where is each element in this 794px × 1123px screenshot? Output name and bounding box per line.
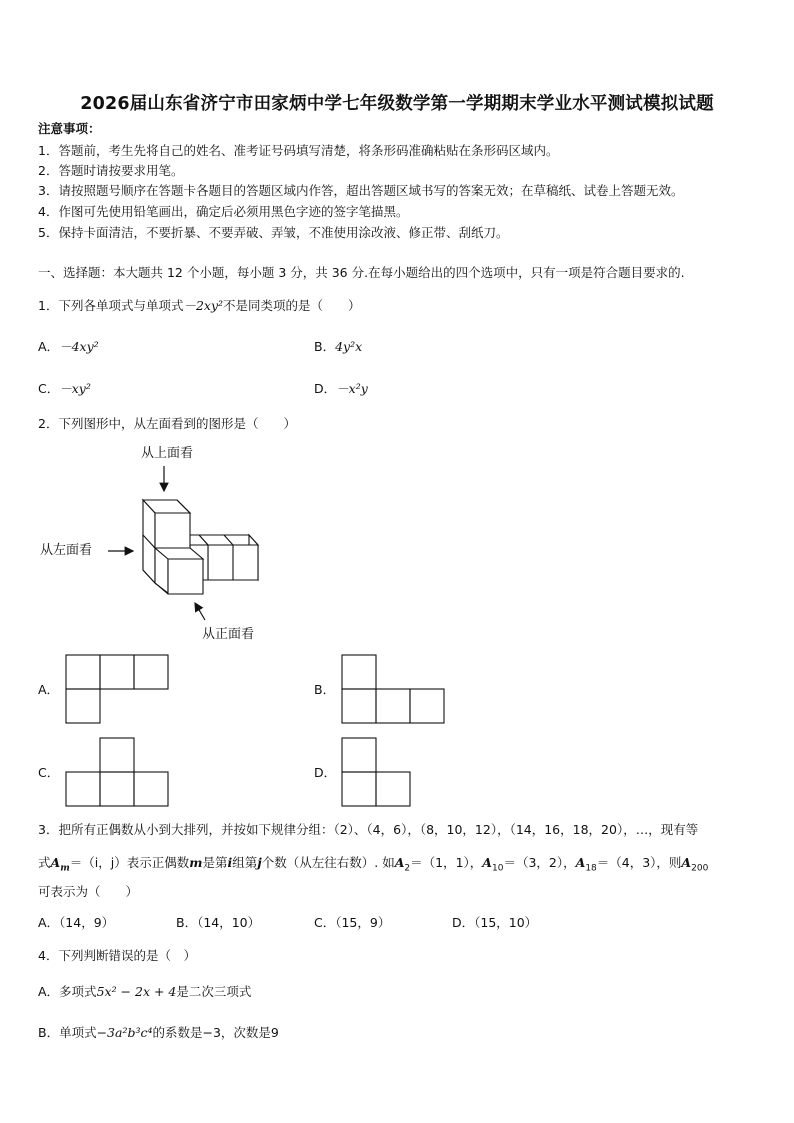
q3-var: A [394,855,405,870]
q3-option-a[interactable]: A．（14，9） [38,915,115,930]
question-3-line-3: 可表示为（ ） [38,884,139,899]
cube-stack [143,500,258,594]
left-view-label: 从左面看 [40,543,93,558]
option-text: 的系数是−3，次数是9 [152,1025,279,1040]
q3-text: ＝（3，2）， [503,855,576,870]
option-expression: －x²y [336,381,368,396]
option-a-figure [66,655,168,723]
q3-sub: m [60,863,70,874]
option-text: 是二次三项式 [176,984,252,999]
option-label: D． [314,381,337,396]
question-4-stem: 4．下列判断错误的是（ ） [38,948,196,963]
q3-sub: 2 [404,863,411,874]
notice-item: 5．保持卡面清洁，不要折暴、不要弄破、弄皱，不准使用涂改液、修正带、刮纸刀。 [38,225,509,240]
page-title: 2026届山东省济宁市田家炳中学七年级数学第一学期期末学业水平测试模拟试题 [80,94,714,114]
q3-text: 个数（从左往右数）. 如 [261,855,395,870]
q3-text: 是第 [202,855,228,870]
notice-item: 4．作图可先使用铅笔画出，确定后必须用黑色字迹的签字笔描黑。 [38,204,409,219]
notice-item: 1．答题前，考生先将自己的姓名、准考证号码填写清楚，将条形码准确粘贴在条形码区域内。 [38,143,559,158]
question-3-line-1: 3．把所有正偶数从小到大排列，并按如下规律分组：（2）、（4，6），（8，10，12），（14，16，18，20），…，现有等 [38,822,699,837]
q3-option-d[interactable]: D．（15，10） [452,915,538,930]
notice-heading: 注意事项： [38,121,101,136]
top-view-label: 从上面看 [141,446,194,461]
q4-option-a[interactable] [38,984,251,1000]
option-label: A．多项式 [38,984,97,999]
q2-option-b[interactable]: B． [314,682,336,697]
q3-var: A [575,855,586,870]
section-heading: 一、选择题：本大题共 12 个小题，每小题 3 分，共 36 分.在每小题给出的四个选项中，只有一项是符合题目要求的. [38,265,685,280]
q3-option-b[interactable]: B．（14，10） [176,915,261,930]
q3-text: ＝（1，1）， [410,855,483,870]
q3-sub: 18 [585,863,597,874]
option-label: B．单项式 [38,1025,97,1040]
option-label: B． [314,339,336,354]
q3-text: 式 [38,855,51,870]
option-expression: －4xy² [59,339,99,354]
option-expression: －xy² [59,381,91,396]
q3-var: A [681,855,692,870]
option-expression: 5x² − 2x + 4 [96,984,177,999]
option-d-figure [342,738,410,806]
front-view-label: 从正面看 [202,627,255,642]
option-expression: −3a²b³c⁴ [96,1025,153,1040]
option-b-figure [342,655,444,723]
q3-var: A [50,855,61,870]
q4-option-b[interactable] [38,1025,279,1041]
q3-var: A [482,855,492,870]
q3-text: ＝（i，j）表示正偶数 [69,855,190,870]
q3-sub: 200 [691,863,709,874]
option-c-figure [66,738,168,806]
q1-expression: －2xy² [183,298,224,313]
q3-text: 组第 [232,855,258,870]
q1-stem-text: 1．下列各单项式与单项式 [38,298,184,313]
option-expression: 4y²x [335,339,363,354]
q2-option-a[interactable]: A． [38,682,60,697]
notice-item: 3．请按照题号顺序在答题卡各题目的答题区域内作答，超出答题区域书写的答案无效；在草稿纸、试卷上答题无效。 [38,183,684,198]
q3-text: ＝（4，3），则 [596,855,682,870]
q2-option-c[interactable]: C． [38,765,60,780]
question-2-stem: 2．下列图形中，从左面看到的图形是（ ） [38,416,296,431]
question-3-line-2 [38,855,708,877]
front-view-arrow [195,603,205,620]
option-label: C． [38,381,60,396]
q3-var: m [189,855,203,870]
q3-option-c[interactable]: C．（15，9） [314,915,391,930]
option-label: A． [38,339,60,354]
q3-sub: 10 [492,863,504,874]
q1-stem-end: 不是同类项的是（ ） [223,298,361,313]
q3-var: j [257,855,262,870]
q3-var: i [227,855,233,870]
q2-option-d[interactable]: D． [314,765,337,780]
notice-item: 2．答题时请按要求用笔。 [38,163,184,178]
